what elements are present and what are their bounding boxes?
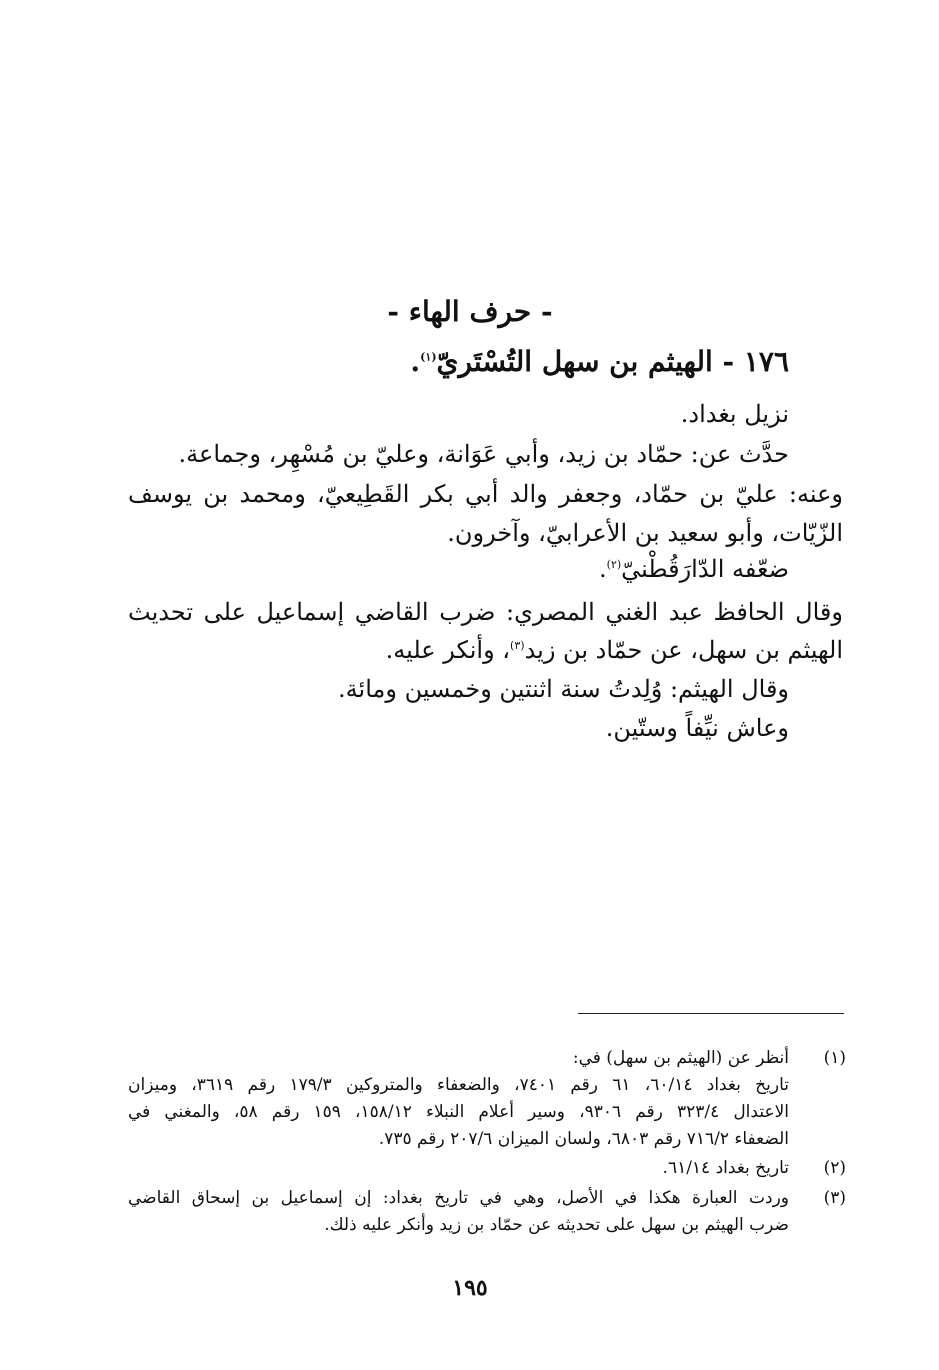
footnote-ref-3: (٣)	[510, 639, 525, 652]
body-line-4: الزّيّات، وأبو سعيد بن الأعرابيّ، وآخرون.	[447, 519, 843, 547]
footnote-1-number: (١)	[823, 1048, 846, 1068]
footnote-2-number: (٢)	[823, 1158, 846, 1178]
body-line-5	[599, 553, 789, 585]
footnote-1-line-2: تاريخ بغداد ٦٠/١٤، ٦١ رقم ٧٤٠١، والضعفاء والمتروكين ١٧٩/٣ رقم ٣٦١٩، وميزان	[128, 1075, 789, 1095]
body-line-2: حدَّث عن: حمّاد بن زيد، وأبي عَوَانة، وعليّ بن مُسْهِر، وجماعة.	[178, 440, 789, 468]
body-line-7-text: الهيثم بن سهل، عن حمّاد بن زيد	[524, 636, 843, 664]
footnote-ref-2: (٢)	[606, 558, 622, 571]
footnote-1-line-3: الاعتدال ٣٢٣/٤ رقم ٩٣٠٦، وسير أعلام النبلاء ١٥٨/١٢، ١٥٩ رقم ٥٨، والمغني في	[128, 1102, 790, 1122]
body-line-5-end: .	[599, 555, 607, 583]
footnote-divider	[578, 1013, 844, 1014]
footnote-2-line-1: تاريخ بغداد ٦١/١٤.	[662, 1158, 789, 1178]
body-line-8: وقال الهيثم: وُلِدتُ سنة اثنتين وخمسين ومائة.	[338, 675, 789, 703]
footnote-1-line-4: الضعفاء ٧١٦/٢ رقم ٦٨٠٣، ولسان الميزان ٢٠٧/٦ رقم ٧٣٥.	[378, 1129, 789, 1149]
body-line-3: وعنه: عليّ بن حمّاد، وجعفر والد أبي بكر القَطِيعيّ، ومحمد بن يوسف	[128, 480, 843, 508]
body-line-7	[386, 634, 843, 666]
body-line-5-text: ضعّفه الدّارَقُطْنيّ	[621, 555, 789, 583]
footnote-3-number: (٣)	[823, 1188, 846, 1208]
body-line-1: نزيل بغداد.	[680, 400, 789, 428]
footnote-3-line-1: وردت العبارة هكذا في الأصل، وهي في تاريخ بغداد: إن إسماعيل بن إسحاق القاضي	[128, 1188, 789, 1208]
body-line-7-end: ، وأنكر عليه.	[385, 636, 511, 664]
section-header: - حرف الهاء -	[387, 295, 553, 328]
page-number: ١٩٥	[452, 1275, 488, 1301]
body-line-6: وقال الحافظ عبد الغني المصري: ضرب القاضي إسماعيل على تحديث	[128, 598, 843, 626]
footnote-3-line-2: ضرب الهيثم بن سهل على تحديثه عن حمّاد بن زيد وأنكر عليه ذلك.	[324, 1215, 789, 1235]
entry-title	[410, 346, 789, 378]
footnote-ref-1: (١)	[420, 350, 437, 364]
footnote-1-line-1: أنظر عن (الهيثم بن سهل) في:	[572, 1048, 789, 1068]
entry-title-end: .	[410, 345, 421, 378]
body-line-9: وعاش نيِّفاً وستّين.	[605, 714, 789, 742]
entry-title-text: ١٧٦ - الهيثم بن سهل التُسْتَريّ	[436, 345, 789, 378]
